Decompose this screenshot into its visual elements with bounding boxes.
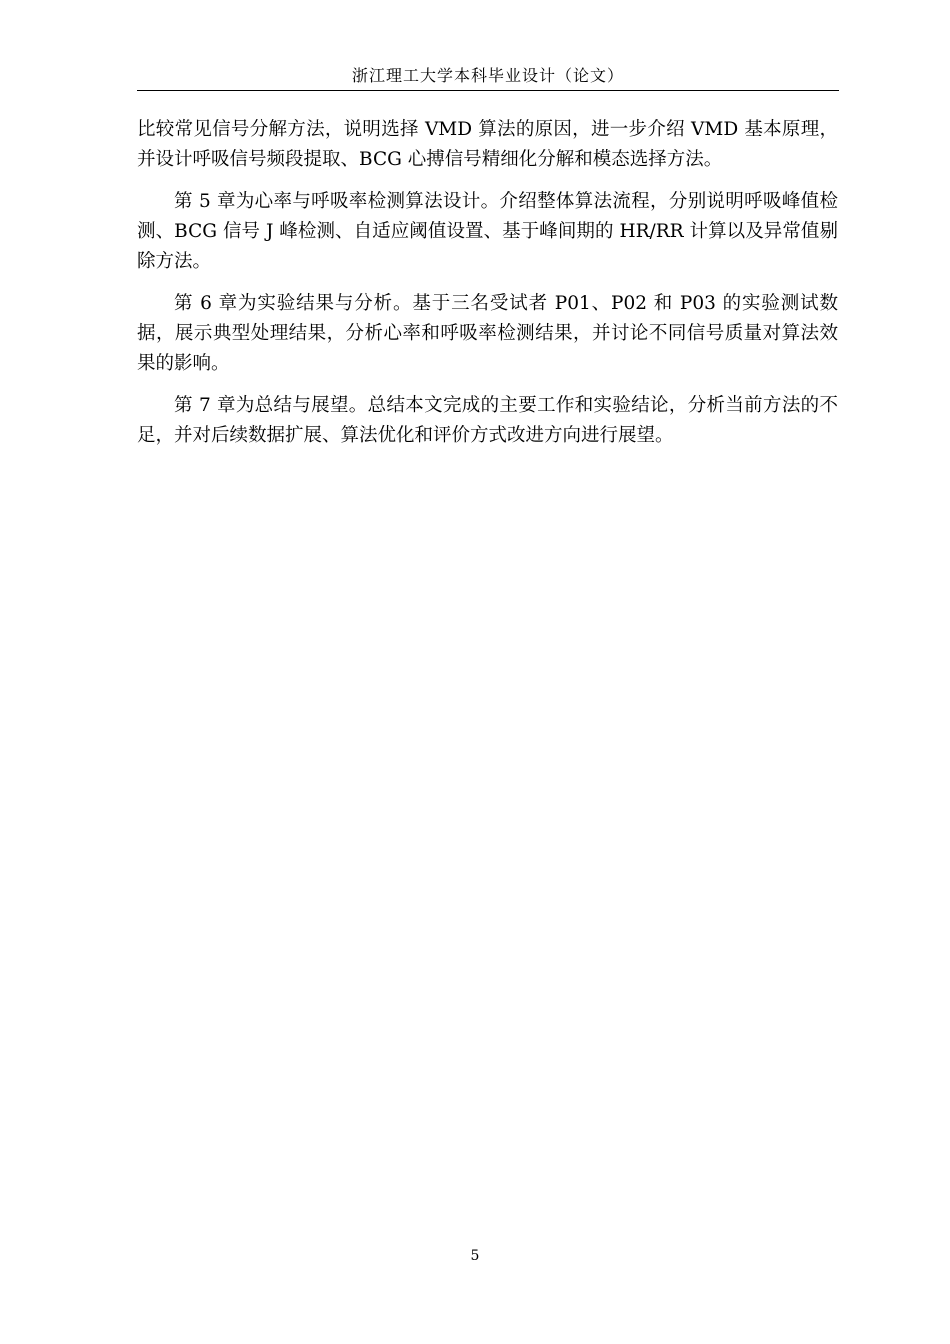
header-divider (137, 90, 839, 91)
body-text (137, 115, 838, 463)
page-number: 5 (470, 1248, 480, 1264)
paragraph-chapter-5: 第 5 章为心率与呼吸率检测算法设计。介绍整体算法流程，分别说明呼吸峰值检测、BCG 信号 J 峰检测、自适应阈值设置、基于峰间期的 HR/RR 计算以及异常值剔除方法。 (137, 191, 838, 272)
page-header: 浙江理工大学本科毕业设计（论文） (351, 66, 624, 85)
paragraph-continued: 比较常见信号分解方法，说明选择 VMD 算法的原因，进一步介绍 VMD 基本原理，并设计呼吸信号频段提取、BCG 心搏信号精细化分解和模态选择方法。 (137, 119, 838, 170)
paragraph-chapter-6: 第 6 章为实验结果与分析。基于三名受试者 P01、P02 和 P03 的实验测试数据，展示典型处理结果，分析心率和呼吸率检测结果，并讨论不同信号质量对算法效果的影响。 (137, 293, 838, 374)
paragraph-chapter-7: 第 7 章为总结与展望。总结本文完成的主要工作和实验结论，分析当前方法的不足，并对后续数据扩展、算法优化和评价方式改进方向进行展望。 (137, 395, 838, 446)
